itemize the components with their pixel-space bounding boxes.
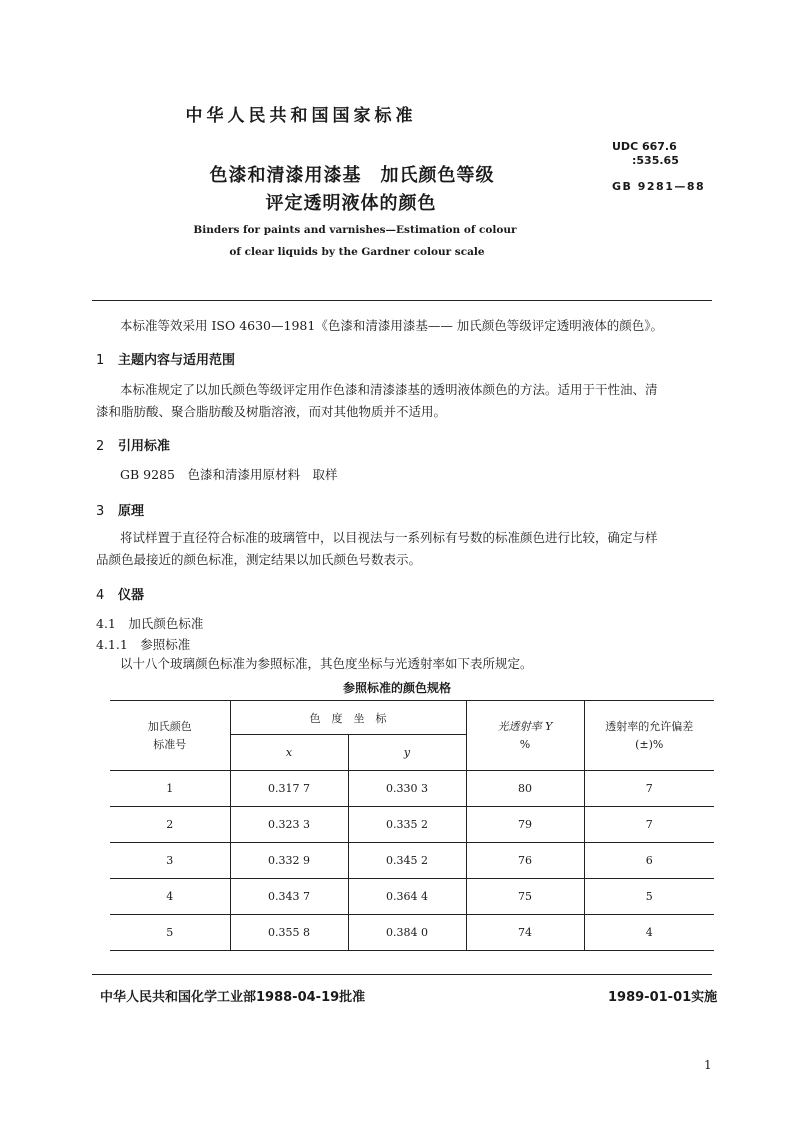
title-en-line1: Binders for paints and varnishes—Estimation of colour	[193, 224, 517, 236]
cell-number: 3	[110, 843, 230, 879]
section-1-title: 主题内容与适用范围	[118, 353, 236, 368]
cell-y: 0.364 4	[348, 879, 466, 915]
cell-tolerance: 4	[584, 915, 714, 951]
table-row	[110, 879, 714, 915]
table-row	[110, 771, 714, 807]
footer-divider	[92, 974, 712, 975]
table-row	[110, 843, 714, 879]
section-2-number: 2	[96, 439, 105, 454]
subsection-4-1-1-text: 以十八个玻璃颜色标准为参照标准，其色度坐标与光透射率如下表所规定。	[120, 656, 533, 671]
section-2-title: 引用标准	[118, 439, 171, 454]
cell-number: 5	[110, 915, 230, 951]
section-1-text-line1: 本标准规定了以加氏颜色等级评定用作色漆和清漆漆基的透明液体颜色的方法。适用于干性油、清	[120, 382, 658, 397]
section-4-heading	[96, 584, 144, 603]
section-4-title: 仪器	[118, 588, 145, 603]
title-cn-line2: 评定透明液体的颜色	[265, 193, 437, 214]
header-transmittance: 光透射率 Y %	[466, 701, 584, 771]
subsection-4-1-1: 4.1.1 参照标准	[96, 637, 191, 652]
cell-number: 2	[110, 807, 230, 843]
gb-standard-code: GB 9281—88	[612, 180, 706, 193]
subsection-4-1: 4.1 加氏颜色标准	[96, 616, 204, 631]
cell-y: 0.330 3	[348, 771, 466, 807]
effective-date: 1989-01-01实施	[608, 990, 718, 1005]
standard-org-title: 中华人民共和国国家标准	[185, 106, 417, 126]
section-3-title: 原理	[118, 504, 145, 519]
section-1-number: 1	[96, 353, 105, 368]
cell-y: 0.345 2	[348, 843, 466, 879]
cell-transmittance: 79	[466, 807, 584, 843]
section-1-text-line2: 漆和脂肪酸、聚合脂肪酸及树脂溶液，而对其他物质并不适用。	[96, 404, 447, 419]
section-3-number: 3	[96, 504, 105, 519]
section-1-heading	[96, 349, 235, 368]
cell-x: 0.355 8	[230, 915, 348, 951]
cell-number: 1	[110, 771, 230, 807]
cell-number: 4	[110, 879, 230, 915]
cell-transmittance: 74	[466, 915, 584, 951]
cell-tolerance: 7	[584, 807, 714, 843]
cell-transmittance: 80	[466, 771, 584, 807]
cell-y: 0.384 0	[348, 915, 466, 951]
title-cn-line1: 色漆和清漆用漆基 加氏颜色等级	[209, 165, 495, 186]
header-gardner-number: 加氏颜色 标准号	[110, 701, 230, 771]
cell-x: 0.332 9	[230, 843, 348, 879]
cell-tolerance: 6	[584, 843, 714, 879]
header-divider	[92, 300, 712, 301]
page-number: 1	[704, 1058, 712, 1072]
cell-x: 0.323 3	[230, 807, 348, 843]
section-3-heading	[96, 500, 144, 519]
gardner-colour-table	[110, 700, 714, 951]
header-x: x	[230, 735, 348, 771]
approval-line: 中华人民共和国化学工业部1988-04-19批准	[100, 990, 366, 1005]
title-en-line2: of clear liquids by the Gardner colour scale	[229, 246, 485, 258]
udc-code-line2: :535.65	[632, 154, 679, 167]
udc-code-line1: UDC 667.6	[612, 140, 677, 153]
cell-tolerance: 7	[584, 771, 714, 807]
cell-x: 0.317 7	[230, 771, 348, 807]
cell-tolerance: 5	[584, 879, 714, 915]
cell-x: 0.343 7	[230, 879, 348, 915]
table-caption: 参照标准的颜色规格	[342, 681, 451, 695]
cell-transmittance: 76	[466, 843, 584, 879]
header-tolerance: 透射率的允许偏差 (±)%	[584, 701, 714, 771]
table-row	[110, 807, 714, 843]
header-chromaticity: 色 度 坐 标	[230, 701, 466, 735]
section-2-heading	[96, 435, 170, 454]
cell-transmittance: 75	[466, 879, 584, 915]
cell-y: 0.335 2	[348, 807, 466, 843]
header-y: y	[348, 735, 466, 771]
intro-paragraph: 本标准等效采用 ISO 4630—1981《色漆和清漆用漆基—— 加氏颜色等级评定透明液体的颜色》。	[120, 318, 664, 333]
section-2-reference: GB 9285 色漆和清漆用原材料 取样	[120, 467, 338, 482]
table-body	[110, 771, 714, 951]
table-row	[110, 915, 714, 951]
section-4-number: 4	[96, 588, 105, 603]
section-3-text-line2: 品颜色最接近的颜色标准，测定结果以加氏颜色号数表示。	[96, 552, 422, 567]
section-3-text-line1: 将试样置于直径符合标准的玻璃管中，以目视法与一系列标有号数的标准颜色进行比较，确定与样	[120, 530, 658, 545]
